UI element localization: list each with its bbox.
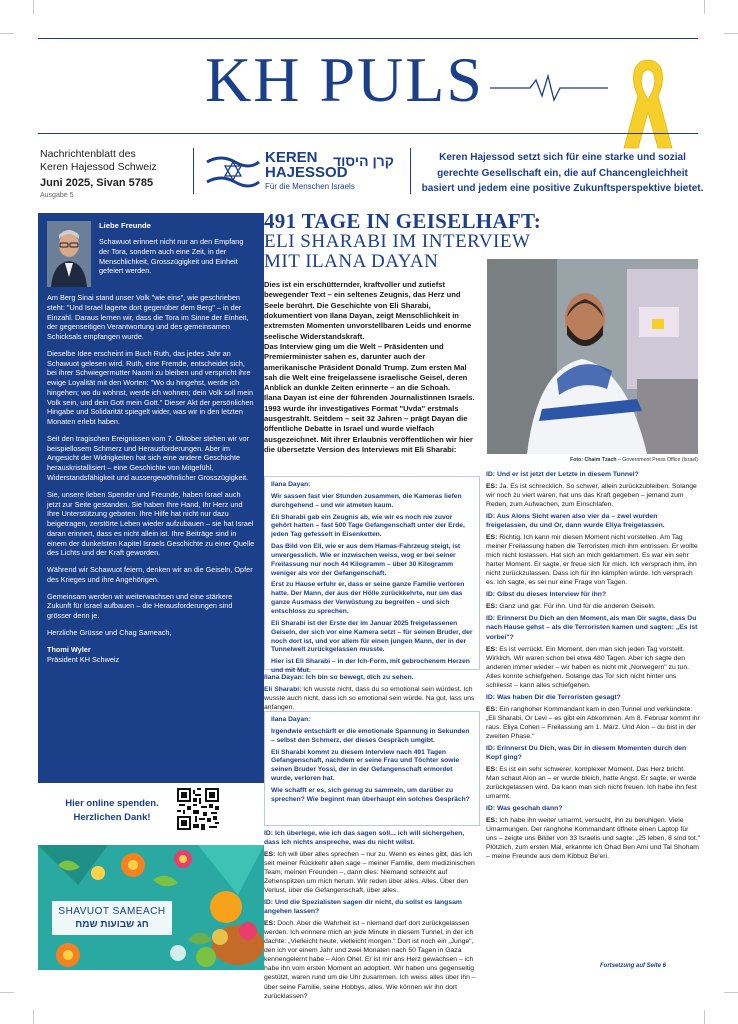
donate-qr-code[interactable] (177, 788, 219, 830)
editorial-paragraph: Dieselbe Idee erscheint im Buch Ruth, das jedes Jahr an Schawuot gelesen wird. Ruth, eine Fremde, entscheidet sich, bei ihrer Schwiegermutter Naomi zu bleiben und verspricht ihre ewige Loyalität mit den Worten: "Wo du hingehst, werde ich hingehen; wo du wohnst, werde ich wohnen; dein Volk soll mein Volk sein, und dein Gott mein Gott." Dieser Akt der persönlichen Hingabe und Solidarität spiegelt wider, was wir in den letzten Monaten erlebt haben. (47, 348, 254, 427)
photo-credit-label: Foto: Chaim Tzach (570, 457, 617, 463)
crop-mark (33, 0, 34, 14)
signature-name: Thomi Wyler (47, 644, 91, 654)
newsletter-label: Nachrichtenblatt des (40, 148, 136, 160)
masthead-top-rule (38, 38, 698, 39)
logo-hajessod: HAJESSOD (265, 164, 348, 181)
logo-hebrew: קרן היסוד (333, 153, 394, 169)
dialogue-line: Ich bin so bewegt, dich zu sehen. (304, 674, 414, 681)
shavuot-label (52, 901, 172, 935)
editorial-paragraph: Gemeinsam werden wir weiterwachsen und eine stärkere Zukunft für Israel aufbauen – die Herausforderungen sind grösser denn je. (47, 591, 233, 621)
divider (193, 148, 194, 194)
answer: Ganz und gar. Für ihn. Und für die anderen Geiseln. (499, 603, 656, 611)
shavuot-greeting-banner (38, 845, 264, 970)
answer: Es ist verrückt. Ein Moment, den man sich jeden Tag vorstellt. Wirklich. Wir waren schon bei etwa 480 Tagen. Aber ich sagte den anderen immer wieder – wir haben es nicht mit „Norwegern" zu tun. Alles konnte schiefgehen. Solange das Tor sich nicht hinter uns schliesst – kann alles schiefgehen. (486, 645, 690, 689)
shavuot-english: SHAVUOT SAMEACH (58, 906, 166, 917)
interview-column-2 (486, 470, 700, 864)
headline-line-2: ELI SHARABI IM INTERVIEW (264, 231, 531, 252)
dialogue-block (264, 673, 480, 715)
crop-mark (704, 0, 705, 14)
question: ID: Und er ist jetzt der Letzte in diesem Tunnel? (486, 471, 639, 478)
article-intro (264, 280, 480, 455)
intro-paragraph: Dies ist ein erschütternder, kraftvoller und zutiefst bewegender Text – ein seltenes Zeugnis, das Herz und Seele berührt. Die Geschichte von Eli Sharabi, dokumentiert von Ilana Dayan, zeigt Menschlichkeit in extremsten Momenten unvorstellbaren Leids und enorme seelische Widerstandskraft. (264, 280, 472, 341)
box-paragraph: Wie schafft er es, sich genug zu sammeln, um darüber zu sprechen? Wie beginnt man überhaupt ein solches Gespräch? (271, 786, 470, 803)
logo-tagline: Für die Menschen Israels (265, 182, 355, 191)
answer: Es ist ein sehr schwerer, komplexer Moment. Das Herz bricht. Man schaut Alon an – er wurde bleich, hatte Angst. Er sagte, er werde zurückgelassen wird. Da kann man sich nicht freuen. Ich habe ihn fest umarmt. (486, 765, 697, 800)
crop-mark (724, 33, 738, 34)
speaker-label: Ilana Dayan: (271, 481, 311, 488)
box-paragraph: Eli Sharabi ist der Erste der im Januar 2025 freigelassenen Geiseln, der sich vor eine Kamera setzt – für seinen Bruder, der noch dort ist, und vor allem für einen jungen Mann, der in der Tunnelwelt zurückgelassen musste. (271, 619, 473, 654)
box-paragraph: Eli Sharabi kommt zu diesem Interview nach 491 Tagen Gefangenschaft, nachdem er seine Frau und Töchter sowie seinen Bruder Yossi, der in der Gefangenschaft ermordet wurde, verloren hat. (271, 748, 460, 783)
answer-label: ES: (264, 920, 276, 928)
crop-mark (704, 1010, 705, 1024)
speaker-label: Ilana Dayan: (271, 716, 311, 723)
keren-hajessod-logo (205, 150, 405, 194)
headline-line-1: 491 TAGE IN GEISELHAFT: (264, 209, 542, 233)
dialogue-line: Ich wusste nicht, dass du so emotional sein würdest. Ich wusste auch nicht, dass ich so emotional sein würde. Na gut, lass uns anfangen. (264, 686, 475, 712)
interview-context-box (264, 711, 480, 826)
question: ID: Erinnerst Du Dich an den Moment, als man Dir sagte, dass Du nach Hause gehst – als die Terroristen kamen und sagten: „Es ist vorbei"? (486, 615, 698, 641)
shavuot-hebrew: חג שבועות שמח (75, 919, 149, 930)
answer-label: ES: (486, 603, 498, 611)
answer: Ich will über alles sprechen – nur zu. Wenn es eines gibt, das ich seit meiner Rückkehr allen sage – meiner Familie, dem medizinischen Team, meinen Freunden –, dann dies: Niemand schleicht auf Zehenspitzen um mich herum. Wir reden über alles. Alles. Über den Verlust, über die Gefangenschaft, über alles. (264, 851, 475, 895)
box-paragraph: Eli Sharabi gab ein Zeugnis ab, wie wir es noch nie zuvor gehört hatten – fast 500 Tage Gefangenschaft unter der Erde, jeden Tag gefesselt in Eisenketten. (271, 513, 465, 539)
question: ID: Gibst du dieses Interview für ihn? (486, 591, 607, 599)
crop-mark (0, 33, 14, 34)
editorial-paragraph: Während wir Schawuot feiern, denken wir an die Geiseln, Opfer des Krieges und ihre Angehörigen. (47, 565, 253, 584)
president-portrait (47, 221, 91, 287)
box-paragraph: Das Bild von Eli, wie er aus dem Hamas-Fahrzeug steigt, ist unvergesslich. Wie er inzwischen weiss, wog er bei seiner Freilassung nur noch 44 Kilogramm – über 30 Kilogramm weniger als vor der Gefangenschaft. (271, 543, 461, 577)
answer-label: ES: (486, 483, 498, 491)
box-paragraph: Erst zu Hause erfuhr er, dass er seine ganze Familie verloren hatte. Der Mann, der aus der Hölle zurückkehrte, nur um das ganze Ausmass der Verwüstung zu begreifen – und sich entschloss zu sprechen. (271, 581, 465, 615)
headline-line-3: MIT ILANA DAYAN (264, 250, 439, 272)
answer-label: ES: (486, 817, 498, 825)
crop-mark (0, 992, 14, 993)
answer: Richtig. Ich kann mir diesen Moment nicht vorstellen. Am Tag meiner Freilassung haben die Terroristen mich ihm entrissen. Er wollte mich nicht loslassen. Hat sich an mich geklammert. Es war ein sehr harter Moment. Er sagte, er freue sich für mich. Ich versprach ihm, ihn nicht zurückzulassen. Dass ich für ihn kämpfen würde. Ich versprach es. Ich sagte, es sei nur eine Frage von Tagen. (486, 534, 698, 587)
editorial-paragraph: Seit den tragischen Ereignissen vom 7. Oktober stehen wir vor beispiellosem Schmerz und Herausforderungen. Aber im Angesicht der Widrigkeiten hat sich eine andere Geschichte herauskristallisiert – eine Geschichte von Mitgefühl, Widerstandsfähigkeit und aussergewöhnlicher Grosszügigkeit. (47, 433, 249, 483)
question: ID: Aus Alons Sicht waren also vier da – zwei wurden freigelassen, du und Or, dann wurde Eliya freigelassen. (486, 513, 665, 530)
intro-paragraph: Das Interview ging um die Welt – Präsidenten und Premierminister sahen es, darunter auch der amerikanische Präsident Donald Trump. Zum ersten Mal sah die Welt eine freigelassene israelische Geisel, deren Anblick an dunkle Zeiten erinnerte – an die Schoah. (264, 341, 468, 393)
heartbeat-line-icon (490, 74, 610, 104)
newsletter-info (40, 148, 190, 201)
issue-number: Ausgabe 5 (40, 192, 74, 199)
mission-statement: Keren Hajessod setzt sich für eine starke und sozial gerechte Gesellschaft ein, die auf Chancengleichheit basiert und jedem eine positive Zukunftsperspektive bietet. (421, 152, 704, 194)
box-paragraph: Wir sassen fast vier Stunden zusammen, die Kameras liefen durchgehend – und wir atmeten kaum. (271, 492, 462, 509)
speaker-label: Eli Sharabi: (264, 686, 302, 694)
flag-logo-icon (205, 152, 261, 192)
interview-intro-box (264, 476, 480, 675)
photo-credit (487, 457, 698, 463)
box-paragraph: Irgendwie entschärft er die emotionale Spannung in Sekunden – selbst den Schmerz, der dieses Gespräch umgibt. (271, 727, 470, 744)
answer-label: ES: (486, 705, 498, 713)
crop-mark (724, 992, 738, 993)
box-paragraph: Hier ist Eli Sharabi – in der Ich-Form, mit gebrochenem Herzen und mit Mut. (271, 658, 470, 675)
yellow-ribbon-icon (620, 56, 676, 152)
logo-keren: KEREN (265, 149, 318, 166)
editorial-paragraph: Schawuot erinnert nicht nur an den Empfang der Tora, sondern auch eine Zeit, in der Menschlichkeit, Grosszügigkeit und Einheit gefeiert werden. (99, 237, 244, 276)
question: ID: Ich überlege, wie ich das sagen soll... ich will sichergehen, dass ich nichts anspreche, was du nicht willst. (264, 830, 465, 847)
editorial-paragraph: Sie, unsere lieben Spender und Freunde, haben Israel auch jetzt zur Seite gestanden. Sie haben Ihre Hand, Ihr Herz und Ihre Unterstützung geboten. Ihre Hilfe hat nicht nur dazu beigetragen, zerstörte Leben wieder aufzubauen – sie hat Israel daran erinnert, dass es nicht allein ist. Ihre Beiträge sind in einem der dunkelsten Kapitel Israels Geschichte zu einer Quelle des Lichts und der Kraft geworden. (47, 489, 255, 558)
photo-credit-source: – Government Press Office (Israel) (616, 457, 698, 463)
answer: Doch. Aber die Wahrheit ist – niemand darf dort zurückgelassen werden. Ich erinnere mich an jede Minute in diesem Tunnel, in der ich dachte: „Vielleicht heute, vielleicht morgen." Dort ist noch ein „Junge", den ich vor einem Jahr und zwei Monaten nach 50 Tagen in Gaza kennengelernt habe – Alon Ohel. Er ist mir ans Herz gewachsen – ich habe ihn vom ersten Moment an adoptiert. Wir haben uns gegenseitig gestützt, waren rund um die Uhr zusammen. Ich weiss alles über ihn – über seine Familie, seine Hobbys, alles. Wie können wir ihn dort zurücklassen? (264, 920, 476, 1000)
crop-mark (33, 1010, 34, 1024)
answer-label: ES: (486, 645, 498, 653)
editorial-closing: Herzliche Grüsse und Chag Sameach, (47, 627, 172, 637)
donate-thanks: Herzlichen Dank! (73, 812, 151, 824)
donate-line: Hier online spenden. (65, 798, 159, 809)
answer-label: ES: (264, 851, 276, 859)
eli-sharabi-photo (487, 259, 698, 454)
continued-link[interactable]: Fortsetzung auf Seite 6 (600, 963, 667, 969)
speaker-label: Ilana Dayan: (264, 674, 305, 681)
answer: Ich habe ihn weiter umarmt, versucht, ihn zu beruhigen. Viele Umarmungen. Der ranghohe Kommandant öffnete einen Laptop für uns – zeigte uns Bilder von 33 Israelis und sagte: „25 leben, 8 sind tot." Plötzlich, zum ersten Mal, erkannte ich Ohad Ben Ami und Tal Shoham – meine Freunde aus dem Kibbuz Be'eri. (486, 817, 701, 861)
editorial-box (38, 213, 264, 783)
interview-column-1 (264, 829, 480, 1004)
answer: Ein ranghoher Kommandant kam in den Tunnel und verkündete: „Eli Sharabi, Or Levi – es gibt ein Abkommen. Am 8. Februar kommt ihr raus. Eliya Cohen – Freilassung am 1. März. Und Alon – du bist in der zweiten Phase." (486, 705, 700, 740)
editorial-title: Liebe Freunde (99, 221, 151, 230)
donate-callout (52, 797, 172, 826)
question: ID: Was geschah dann? (486, 805, 563, 813)
question: ID: Was haben Dir die Terroristen gesagt? (486, 693, 621, 701)
intro-paragraph: Ilana Dayan ist eine der führenden Journalistinnen Israels. 1993 wurde ihr investigatives Format "Uvda" erstmals ausgestrahlt. Seitdem – seit 32 Jahren – prägt Dayan die öffentliche Debatte in Israel und wurde vielfach ausgezeichnet. Mit ihrer Erlaubnis veröffentlichen wir hier die übersetzte Version des Interviews mit Eli Sharabi: (264, 393, 475, 454)
question: ID: Und die Spezialisten sagen dir nicht, du sollst es langsam angehen lassen? (264, 899, 462, 916)
answer: Ja. Es ist schrecklich. So schwer, allein zurückzubleiben. Solange wir noch zu viert waren, hat uns das Kraft gegeben – jemand zum Reden, zum Aufwachen, zum Einschlafen. (486, 483, 697, 509)
signature-role: Präsident KH Schweiz (47, 654, 120, 664)
question: ID: Erinnerst Du Dich, was Dir in diesem Momenten durch den Kopf ging? (486, 744, 687, 761)
answer-label: ES: (486, 534, 498, 542)
newsletter-org: Keren Hajessod Schweiz (40, 161, 157, 174)
answer-label: ES: (486, 765, 498, 773)
divider (410, 148, 411, 194)
masthead-bottom-rule (38, 133, 698, 134)
issue-date: Juni 2025, Sivan 5785 (40, 177, 154, 190)
editorial-paragraph: Am Berg Sinai stand unser Volk "wie eins", wie geschrieben steht: "Und Israel lagerte dort gegenüber dem Berg" – in der Einzahl. Daraus lernen wir, dass die Tora im Sinne der Einheit, der gegenseitigen Verantwortung und des gemeinsamen Schicksals empfangen wurde. (47, 293, 249, 342)
masthead-title: KH PULS (205, 44, 484, 115)
